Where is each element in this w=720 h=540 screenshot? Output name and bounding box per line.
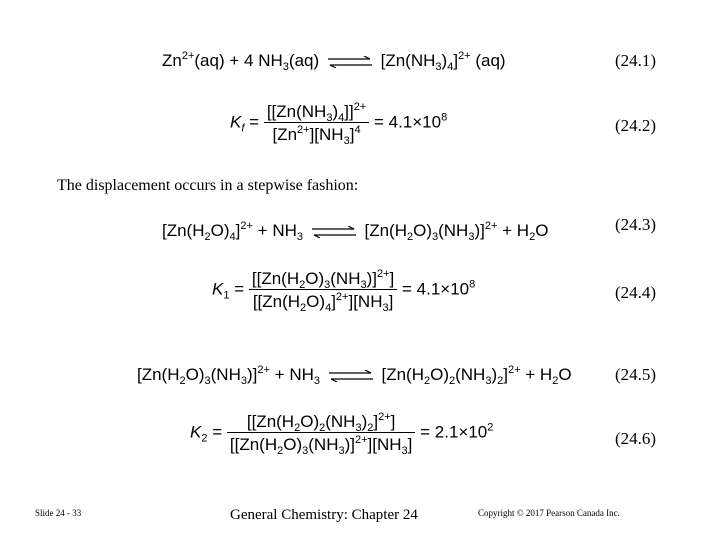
eq6-num-d: ) — [361, 412, 368, 431]
eq3-p1d: )] — [474, 221, 485, 240]
eq6-den-sub3: 3 — [338, 445, 345, 457]
eq4-num-charge: 2+ — [376, 268, 390, 280]
eq5-p2b: O — [558, 365, 572, 384]
eq6-den-e: ][NH — [367, 435, 402, 454]
eq3-plus1: + — [257, 221, 273, 240]
eq1-zn: Zn — [162, 51, 182, 70]
eq4-num-sub3: 3 — [360, 279, 367, 291]
eq2-numerator — [264, 103, 369, 123]
eq2-value: = 4.1×10 — [373, 112, 442, 132]
eq2-denominator — [264, 123, 369, 147]
eq4-num-c: (NH — [330, 269, 361, 288]
eq6-value-exp: 2 — [487, 421, 494, 434]
eq6-num-sub3: 3 — [355, 422, 362, 434]
eq6-den-sub2: 3 — [302, 445, 309, 457]
eq4-numerator — [249, 270, 397, 290]
eq6-fraction — [227, 411, 416, 457]
eq1-nh3-state: (aq) — [288, 51, 320, 70]
eq4-den-e: ] — [388, 292, 394, 311]
eq6-num-charge: 2+ — [378, 411, 391, 423]
eq2-num-text: [[Zn(NH — [266, 102, 327, 121]
eq4-num-b: O) — [305, 269, 325, 288]
eq3-r1a: [Zn(H — [162, 221, 205, 240]
eq3-r2-sub: 3 — [296, 231, 303, 243]
eq4-den-sub2: 4 — [325, 302, 332, 314]
equilibrium-arrow-icon — [329, 370, 373, 382]
eq3-r1-sub2: 4 — [229, 231, 236, 243]
eq1-nh3-sub: 3 — [282, 61, 289, 73]
eq6-den-c: (NH — [308, 435, 339, 454]
eq1-product-state: (aq) — [475, 51, 506, 70]
eq6-numerator — [227, 413, 416, 433]
eq4-den-d: ][NH — [348, 292, 383, 311]
eq5-r2-sub: 3 — [313, 375, 320, 387]
eq4-num-e: ] — [389, 269, 395, 288]
eq2-num-charge: 2+ — [353, 101, 367, 113]
eq3-r1-sub1: 2 — [204, 231, 211, 243]
eq1-zn-state: (aq) — [194, 51, 225, 70]
eq6-value: = 2.1×10 — [420, 422, 488, 442]
equation-24-1 — [162, 50, 506, 73]
eq4-den-sub1: 2 — [300, 302, 307, 314]
eq4-den-b: O) — [306, 292, 326, 311]
equation-number-24-5: (24.5) — [615, 365, 657, 384]
eq3-p1b: O) — [413, 221, 432, 240]
eq4-num-sub1: 2 — [299, 279, 306, 291]
eq6-num-a: [[Zn(H — [246, 412, 295, 431]
footer-course-title: General Chemistry: Chapter 24 — [230, 507, 418, 523]
equilibrium-arrow-icon — [328, 56, 372, 68]
eq2-den2-sub: 3 — [343, 135, 350, 147]
eq2-den2-close: ] — [349, 125, 355, 144]
eq6-den-sub1: 2 — [277, 445, 284, 457]
eq5-r1-sub1: 2 — [179, 375, 186, 387]
eq3-p2-sub: 2 — [529, 231, 536, 243]
eq5-plus1: + — [274, 365, 290, 384]
eq6-k-sub: 2 — [201, 432, 208, 445]
eq5-r1c: (NH — [210, 365, 241, 384]
eq1-product: [Zn(NH — [380, 51, 436, 70]
footer-copyright: Copyright © 2017 Pearson Canada Inc. — [478, 508, 620, 518]
eq2-fraction — [264, 101, 369, 147]
eq6-num-e: ] — [373, 412, 379, 431]
equation-24-4 — [212, 268, 476, 314]
eq5-r1d: )] — [246, 365, 258, 384]
eq4-num-a: [[Zn(H — [251, 269, 300, 288]
eq3-p1-sub3: 3 — [468, 231, 475, 243]
eq6-den-f: ] — [407, 435, 413, 454]
eq2-den2: ][NH — [309, 125, 344, 144]
eq3-p2b: O — [535, 221, 549, 240]
slide-number: Slide 24 - 33 — [35, 508, 82, 518]
eq5-p1e: ] — [503, 365, 508, 384]
eq1-plus: + — [229, 51, 240, 70]
eq2-num-sub1: 3 — [326, 112, 333, 124]
eq5-plus2: + — [525, 365, 540, 384]
eq3-r2: NH — [272, 221, 297, 240]
eq5-r1-charge: 2+ — [257, 364, 270, 376]
equation-24-6 — [190, 411, 494, 457]
eq6-den-b: O) — [283, 435, 303, 454]
eq1-product-bracket: ] — [453, 51, 459, 70]
eq2-num-sub2: 4 — [338, 112, 345, 124]
eq2-k: K — [230, 112, 242, 132]
eq4-value: = 4.1×10 — [402, 279, 470, 299]
eq3-p1a: [Zn(H — [364, 221, 407, 240]
eq6-den-charge: 2+ — [354, 434, 368, 446]
eq4-equals: = — [234, 279, 245, 299]
eq2-num-bracket: ]] — [344, 102, 354, 121]
equation-number-24-6: (24.6) — [615, 429, 657, 448]
eq3-p1c: (NH — [438, 221, 469, 240]
eq1-product-charge: 2+ — [458, 50, 471, 62]
eq5-p2-sub: 2 — [552, 375, 559, 387]
eq6-num-f: ] — [390, 412, 396, 431]
eq1-product-sub2: 4 — [447, 61, 454, 73]
eq1-coeff: 4 — [244, 51, 254, 70]
equation-number-24-2: (24.2) — [615, 116, 657, 135]
eq5-r1-sub2: 3 — [204, 375, 211, 387]
eq5-r1b: O) — [185, 365, 205, 384]
eq6-den-d: )] — [344, 435, 355, 454]
eq5-p1c: (NH — [455, 365, 486, 384]
eq5-p1b: O) — [430, 365, 449, 384]
eq2-den1-charge: 2+ — [297, 124, 310, 136]
eq2-equals: = — [249, 112, 260, 132]
eq5-r1-sub3: 3 — [240, 375, 247, 387]
eq5-p2a: H — [539, 365, 553, 384]
eq2-num-close: ) — [332, 102, 339, 121]
eq5-p1-sub2: 2 — [448, 375, 456, 387]
equation-number-24-3: (24.3) — [615, 215, 657, 234]
equation-24-5 — [137, 364, 572, 387]
eq4-fraction — [249, 268, 397, 314]
eq4-den-c: ] — [331, 292, 336, 311]
eq2-den2-power: 4 — [354, 124, 361, 136]
eq6-denominator — [227, 433, 416, 457]
equation-number-24-1: (24.1) — [615, 51, 657, 70]
eq6-num-sub2: 2 — [319, 422, 326, 434]
eq5-p1-sub4: 2 — [497, 375, 504, 387]
eq5-p1d: ) — [491, 365, 498, 384]
eq3-p2a: H — [516, 221, 530, 240]
intro-text: The displacement occurs in a stepwise fashion: — [57, 177, 359, 194]
eq3-r1b: O) — [210, 221, 230, 240]
eq4-k: K — [212, 279, 224, 299]
eq5-r2: NH — [289, 365, 314, 384]
eq4-den-a: [[Zn(H — [252, 292, 301, 311]
eq5-r1a: [Zn(H — [137, 365, 180, 384]
eq3-p1-sub2: 3 — [431, 231, 439, 243]
eq5-p1-sub3: 3 — [485, 375, 492, 387]
eq4-k-sub: 1 — [223, 289, 230, 302]
eq5-p1a: [Zn(H — [381, 365, 424, 384]
eq6-equals: = — [212, 422, 223, 442]
eq6-num-b: O) — [300, 412, 320, 431]
eq1-zn-charge: 2+ — [181, 50, 195, 62]
eq6-den-sub4: 3 — [401, 445, 408, 457]
eq4-den-charge: 2+ — [335, 291, 349, 303]
eq6-den-a: [[Zn(H — [229, 435, 278, 454]
equation-24-3 — [162, 220, 549, 243]
eq5-p1-sub1: 2 — [423, 375, 431, 387]
eq6-k: K — [190, 422, 202, 442]
eq4-num-d: )] — [366, 269, 377, 288]
eq3-p1-sub1: 2 — [406, 231, 414, 243]
eq4-den-sub3: 3 — [382, 302, 389, 314]
eq3-plus2: + — [502, 221, 517, 240]
eq3-r1c: ] — [235, 221, 241, 240]
equation-number-24-4: (24.4) — [615, 283, 657, 302]
eq2-value-exp: 8 — [441, 111, 448, 124]
eq3-r1-charge: 2+ — [240, 220, 253, 232]
eq2-den1: [Zn — [272, 125, 298, 144]
eq4-num-sub2: 3 — [324, 279, 331, 291]
eq4-value-exp: 8 — [469, 278, 476, 291]
equilibrium-arrow-icon — [312, 226, 356, 238]
eq1-product-close: ) — [441, 51, 448, 70]
eq6-num-c: (NH — [325, 412, 356, 431]
eq4-denominator — [249, 290, 397, 314]
eq2-k-sub: f — [241, 122, 245, 135]
eq5-p1-charge: 2+ — [507, 364, 521, 376]
eq3-p1-charge: 2+ — [484, 220, 498, 232]
eq1-product-sub1: 3 — [435, 61, 442, 73]
eq6-num-sub4: 2 — [367, 422, 374, 434]
eq6-num-sub1: 2 — [294, 422, 301, 434]
equation-24-2 — [230, 101, 448, 147]
eq1-nh3: NH — [258, 51, 283, 70]
